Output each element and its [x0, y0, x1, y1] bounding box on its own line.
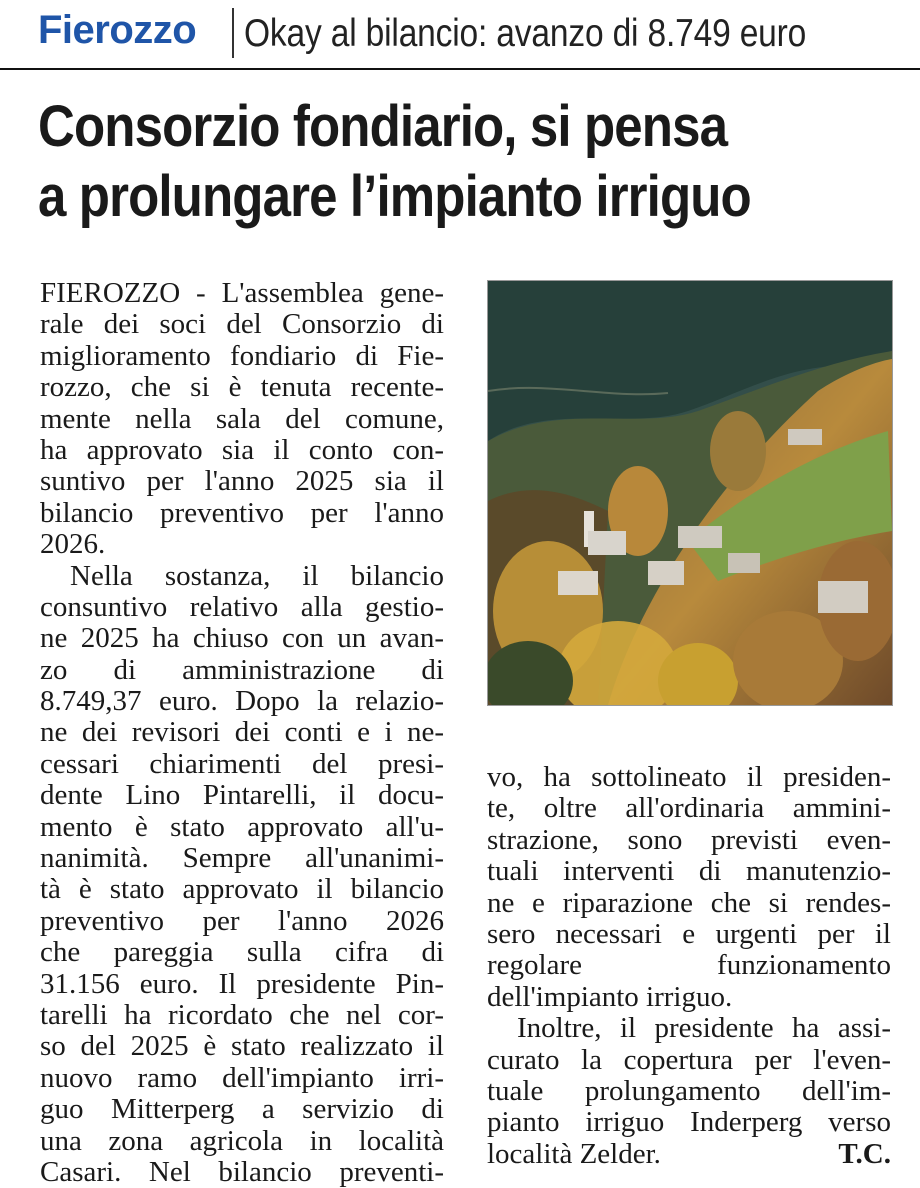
article-line: suntivo per l'anno 2025 sia il	[40, 465, 444, 498]
article-line: tarelli ha ricordato che nel cor-	[40, 998, 444, 1031]
article-line: curato la copertura per l'even-	[487, 1043, 891, 1076]
article-line: sero necessari e urgenti per il	[487, 917, 891, 950]
article-line: che pareggia sulla cifra di	[40, 936, 444, 969]
author-signature: T.C.	[838, 1137, 891, 1170]
article-line: 31.156 euro. Il presidente Pin-	[40, 967, 444, 1000]
article-line: tà è stato approvato il bilancio	[40, 873, 444, 906]
article-line: FIEROZZO - L'assemblea gene-	[40, 277, 444, 309]
article-line: tuale prolungamento dell'im-	[487, 1074, 891, 1107]
article-line: consuntivo relativo alla gestio-	[40, 590, 444, 623]
article-line: miglioramento fondiario di Fie-	[40, 339, 444, 372]
article-line: dente Lino Pintarelli, il docu-	[40, 779, 444, 812]
headline-line-2: a prolungare l’impianto irriguo	[38, 164, 751, 229]
article-line: località Zelder.	[487, 1137, 661, 1170]
article-line: nanimità. Sempre all'unanimi-	[40, 842, 444, 875]
headline-line-1: Consorzio fondiario, si pensa	[38, 94, 728, 159]
article-line: nuovo ramo dell'impianto irri-	[40, 1061, 444, 1094]
article-line: dell'impianto irriguo.	[487, 980, 733, 1013]
article-line: mente nella sala del comune,	[40, 402, 444, 435]
article-line: regolare funzionamento	[487, 949, 891, 982]
article-line: strazione, sono previsti even-	[487, 823, 891, 856]
article-column-left	[40, 278, 444, 1188]
header-divider	[232, 8, 234, 58]
article-line: so del 2025 è stato realizzato il	[40, 1030, 444, 1063]
mountain-village-image	[488, 281, 892, 705]
article-line: bilancio preventivo per l'anno	[40, 496, 444, 529]
kicker-headline: Okay al bilancio: avanzo di 8.749 euro	[244, 12, 807, 55]
article-line: rozzo, che si è tenuta recente-	[40, 371, 444, 404]
article-line: pianto irriguo Inderperg verso	[487, 1106, 891, 1139]
article-line: Nella sostanza, il bilancio	[70, 559, 444, 592]
article-line: 8.749,37 euro. Dopo la relazio-	[40, 685, 444, 718]
article-line: guo Mitterperg a servizio di	[40, 1093, 444, 1126]
article-line: ha approvato sia il conto con-	[40, 433, 444, 466]
article-line: vo, ha sottolineato il presiden-	[487, 761, 891, 793]
article-line: te, oltre all'ordinaria ammini-	[487, 792, 891, 825]
article-line: Casari. Nel bilancio preventi-	[40, 1155, 444, 1188]
article-line: una zona agricola in località	[40, 1124, 444, 1157]
article-line: Inoltre, il presidente ha assi-	[517, 1012, 891, 1045]
article-line: preventivo per l'anno 2026	[40, 904, 444, 937]
article-line: zo di amministrazione di	[40, 653, 444, 686]
article-line: ne dei revisori dei conti e i ne-	[40, 716, 444, 749]
article-column-right	[487, 762, 891, 1170]
main-headline	[38, 92, 898, 232]
article-line: ne 2025 ha chiuso con un avan-	[40, 622, 444, 655]
article-line: 2026.	[40, 528, 106, 561]
article-line: mento è stato approvato all'u-	[40, 810, 444, 843]
article-closing-line	[487, 1139, 891, 1170]
article-line: ne e riparazione che si rendes-	[487, 886, 891, 919]
article-line: rale dei soci del Consorzio di	[40, 308, 444, 341]
article-line: cessari chiarimenti del presi-	[40, 747, 444, 780]
article-line: tuali interventi di manutenzio-	[487, 855, 891, 888]
section-tag: Fierozzo	[38, 8, 197, 52]
village-photo	[487, 280, 893, 706]
page-header-bar	[0, 0, 920, 70]
